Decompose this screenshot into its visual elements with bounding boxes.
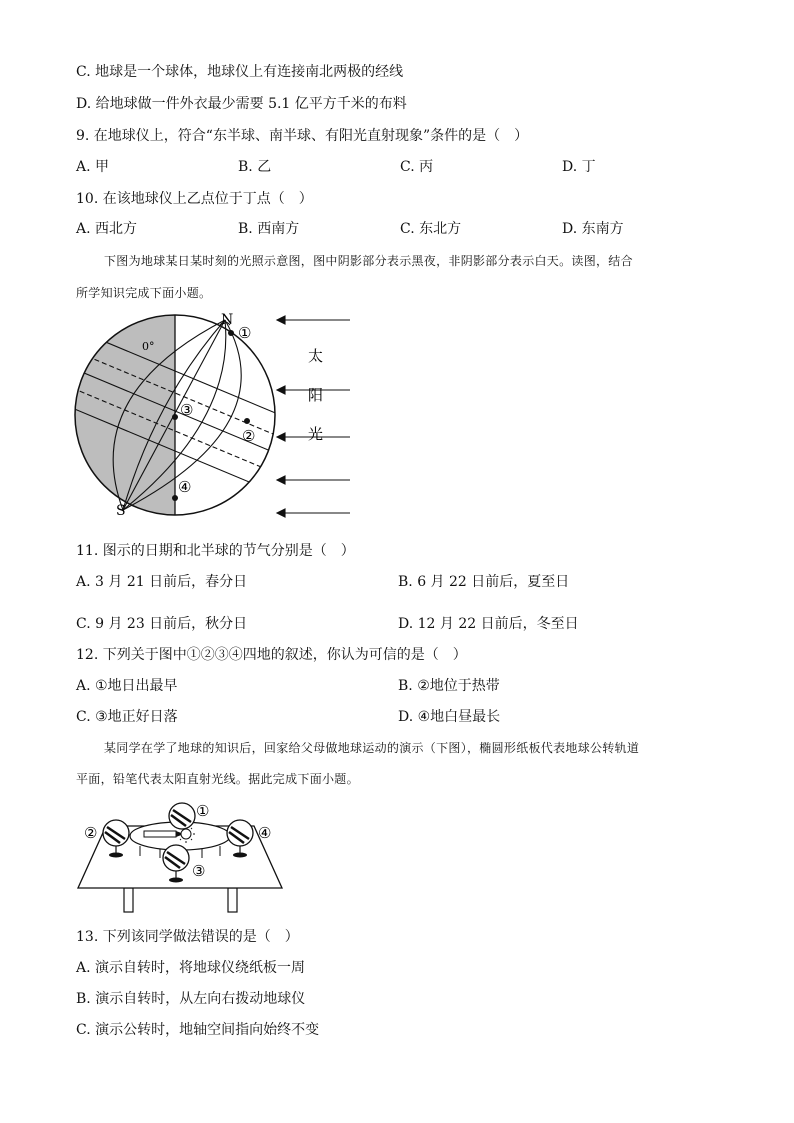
table-leg-right	[228, 888, 237, 912]
q10-option-a: A. 西北方	[76, 221, 138, 237]
q11-stem: 11. 图示的日期和北半球的节气分别是（ ）	[76, 543, 355, 559]
position-3-label: ③	[192, 862, 206, 880]
q9-option-d: D. 丁	[562, 159, 596, 175]
position-4-label: ④	[258, 824, 272, 842]
intro-1-line-1: 下图为地球某日某时刻的光照示意图，图中阴影部分表示黑夜，非阴影部分表示白天。读图，结合	[104, 254, 633, 268]
sun-char-3: 光	[308, 425, 324, 443]
q13-option-c: C. 演示公转时，地轴空间指向始终不变	[76, 1022, 320, 1038]
q10-stem: 10. 在该地球仪上乙点位于丁点（ ）	[76, 191, 313, 207]
meridian-0-label: 0°	[142, 340, 155, 353]
q11-option-b: B. 6 月 22 日前后，夏至日	[398, 574, 570, 590]
illumination-diagram	[70, 305, 370, 530]
point-3-dot	[172, 414, 178, 420]
sun-icon	[181, 829, 191, 839]
q13-option-b: B. 演示自转时，从左向右拨动地球仪	[76, 991, 306, 1007]
q9-option-a: A. 甲	[76, 159, 110, 175]
intro-2-line-1: 某同学在学了地球的知识后，回家给父母做地球运动的演示（下图），椭圆形纸板代表地球公转轨道	[104, 741, 640, 755]
point-1-label: ①	[238, 324, 252, 342]
q9-stem: 9. 在地球仪上，符合“东半球、南半球、有阳光直射现象”条件的是（ ）	[76, 128, 529, 144]
q13-option-a: A. 演示自转时，将地球仪绕纸板一周	[76, 960, 306, 976]
table-leg-left	[124, 888, 133, 912]
point-2-label: ②	[242, 427, 256, 445]
q9-option-c: C. 丙	[400, 159, 434, 175]
north-pole-label: N	[221, 312, 234, 328]
q12-option-c: C. ③地正好日落	[76, 709, 178, 725]
point-2-dot	[244, 418, 250, 424]
q12-option-a: A. ①地日出最早	[76, 678, 178, 694]
point-4-label: ④	[178, 478, 192, 496]
point-1-dot	[228, 330, 234, 336]
q8-option-d: D. 给地球做一件外衣最少需要 5.1 亿平方千米的布料	[76, 96, 407, 112]
position-2-label: ②	[84, 824, 98, 842]
q12-stem: 12. 下列关于图中①②③④四地的叙述，你认为可信的是（ ）	[76, 647, 467, 663]
position-1-label: ①	[196, 802, 210, 820]
demo-table-diagram	[74, 798, 286, 916]
q10-option-c: C. 东北方	[400, 221, 462, 237]
intro-2-line-2: 平面，铅笔代表太阳直射光线。据此完成下面小题。	[76, 772, 359, 786]
q12-option-b: B. ②地位于热带	[398, 678, 500, 694]
sun-char-2: 阳	[308, 386, 324, 404]
pencil	[144, 831, 176, 837]
q10-option-b: B. 西南方	[238, 221, 300, 237]
south-pole-label: S	[116, 503, 126, 519]
sun-char-1: 太	[308, 347, 324, 365]
q9-option-b: B. 乙	[238, 159, 272, 175]
globe-position-1	[169, 803, 195, 829]
intro-1-line-2: 所学知识完成下面小题。	[76, 286, 212, 300]
q8-option-c: C. 地球是一个球体，地球仪上有连接南北两极的经线	[76, 64, 404, 80]
q11-option-c: C. 9 月 23 日前后，秋分日	[76, 616, 248, 632]
q11-option-d: D. 12 月 22 日前后，冬至日	[398, 616, 579, 632]
q11-option-a: A. 3 月 21 日前后，春分日	[76, 574, 248, 590]
point-3-label: ③	[180, 401, 194, 419]
q12-option-d: D. ④地白昼最长	[398, 709, 501, 725]
q13-stem: 13. 下列该同学做法错误的是（ ）	[76, 929, 299, 945]
q10-option-d: D. 东南方	[562, 221, 624, 237]
